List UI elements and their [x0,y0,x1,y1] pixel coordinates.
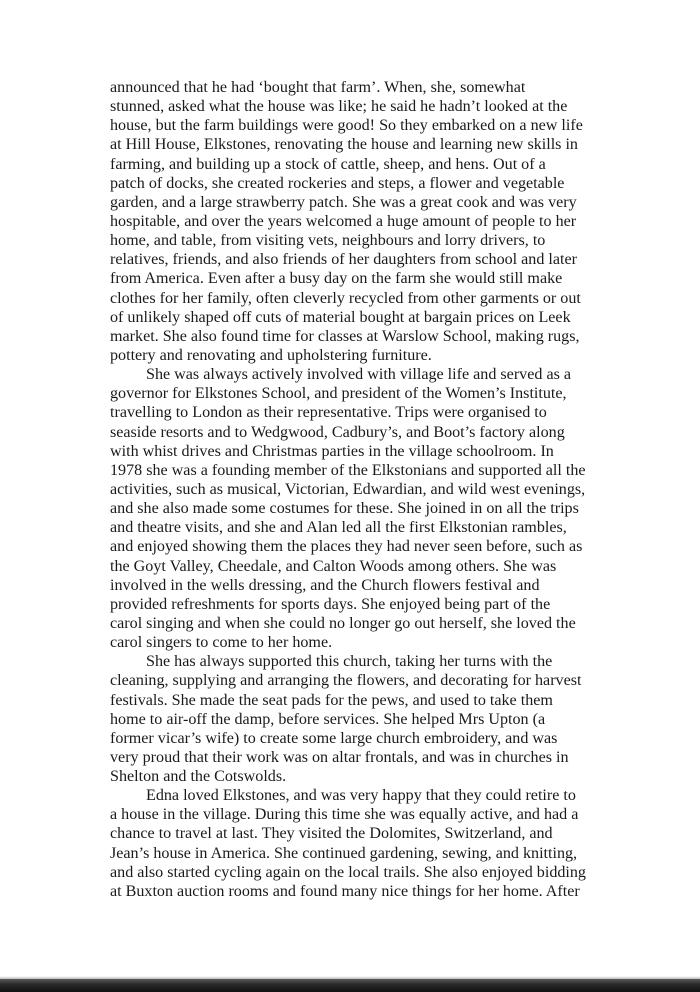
text-line: from America. Even after a busy day on the farm she would still make [110,270,563,288]
text-line: at Buxton auction rooms and found many nice things for her home. After [110,882,580,900]
body-text [110,78,590,901]
text-line: patch of docks, she created rockeries and steps, a flower and vegetable [110,174,565,192]
text-line: farming, and building up a stock of cattle, sheep, and hens. Out of a [110,155,546,173]
text-line: home, and table, from visiting vets, neighbours and lorry drivers, to [110,232,546,250]
paragraph-start-line: She has always supported this church, taking her turns with the [146,653,553,671]
text-line: at Hill House, Elkstones, renovating the house and learning new skills in [110,136,578,154]
text-line: former vicar’s wife) to create some large church embroidery, and was [110,729,558,747]
text-line: Shelton and the Cotswolds. [110,768,287,786]
text-line: announced that he had ‘bought that farm’. When, she, somewhat [110,79,526,96]
text-line: governor for Elkstones School, and president of the Women’s Institute, [110,385,567,403]
scan-bottom-edge [0,979,700,992]
text-line: and enjoyed showing them the places they had never seen before, such as [110,538,583,556]
text-line: carol singing and when she could no longer go out herself, she loved the [110,614,576,632]
text-line: carol singers to come to her home. [110,634,333,652]
text-line: pottery and renovating and upholstering furniture. [110,346,432,364]
text-line: seaside resorts and to Wedgwood, Cadbury’s, and Boot’s factory along [110,423,565,441]
text-line: 1978 she was a founding member of the Elkstonians and supported all the [110,461,586,479]
paragraph-start-line: Edna loved Elkstones, and was very happy that they could retire to [146,787,576,805]
paragraph-start-line: She was always actively involved with village life and served as a [146,366,572,384]
text-line: garden, and a large strawberry patch. She was a great cook and was very [110,193,577,211]
text-line: travelling to London as their representative. Trips were organised to [110,404,547,422]
text-line: involved in the wells dressing, and the Church flowers festival and [110,576,540,594]
text-line: stunned, asked what the house was like; he said he hadn’t looked at the [110,98,568,116]
text-line: hospitable, and over the years welcomed a huge amount of people to her [110,212,577,230]
text-line: very proud that their work was on altar frontals, and was in churches in [110,748,569,766]
text-line: and also started cycling again on the local trails. She also enjoyed bidding [110,863,586,881]
text-line: the Goyt Valley, Cheedale, and Calton Woods among others. She was [110,557,557,575]
text-line: activities, such as musical, Victorian, Edwardian, and wild west evenings, [110,480,586,498]
text-line: relatives, friends, and also friends of her daughters from school and later [110,251,578,269]
text-line: cleaning, supplying and arranging the flowers, and decorating for harvest [110,672,582,690]
text-line: and theatre visits, and she and Alan led all the first Elkstonian rambles, [110,519,567,537]
text-line: provided refreshments for sports days. She enjoyed being part of the [110,595,551,613]
text-line: Jean’s house in America. She continued gardening, sewing, and knitting, [110,844,578,862]
text-line: festivals. She made the seat pads for the pews, and used to take them [110,691,553,709]
text-line: clothes for her family, often cleverly recycled from other garments or out [110,289,581,307]
text-line: house, but the farm buildings were good! So they embarked on a new life [110,117,583,135]
text-line: and she also made some costumes for these. She joined in on all the trips [110,500,579,518]
text-line: of unlikely shaped off cuts of material bought at bargain prices on Leek [110,308,571,326]
text-line: home to air-off the damp, before services. She helped Mrs Upton (a [110,710,546,728]
text-line: chance to travel at last. They visited the Dolomites, Switzerland, and [110,825,553,843]
text-line: with whist drives and Christmas parties in the village schoolroom. In [110,442,554,460]
text-line: market. She also found time for classes at Warslow School, making rugs, [110,327,580,345]
text-line: a house in the village. During this time she was equally active, and had a [110,806,579,824]
